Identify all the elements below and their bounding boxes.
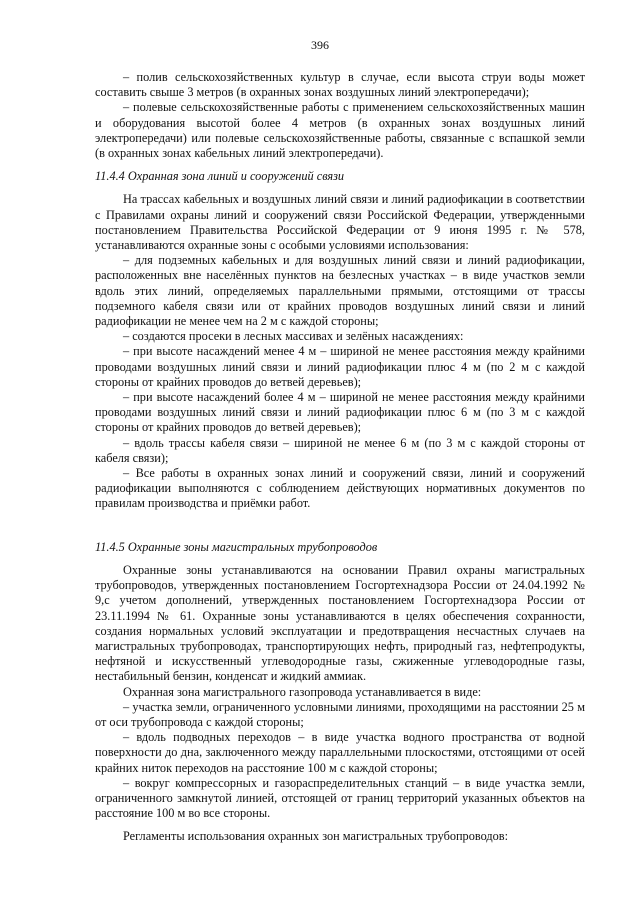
paragraph: Охранные зоны устанавливаются на основании Правил охраны магистральных трубопроводов, утвержденных постановлением Госгортехнадзора России от 24.04.1992 № 9,с учетом дополнений, утвержденных постановлением Госгортехнадзора России от 23.11.1994 № 61. Охранные зоны устанавливаются в целях обеспечения сохранности, создания нормальных условий эксплуатации и предотвращения несчастных случаев на магистральных трубопроводах, транспортирующих нефть, природный газ, нефтепродукты, нефтяной и искусственный углеводородные газы, сжиженные углеводородные газы, нестабильный бензин, конденсат и жидкий аммиак.	[95, 562, 585, 684]
section-heading: 11.4.4 Охранная зона линий и сооружений связи	[95, 169, 345, 184]
paragraph: – полив сельскохозяйственных культур в случае, если высота струи воды может составить свыше 3 метров (в охранных зонах воздушных линий электропередачи);	[95, 70, 585, 100]
paragraph: – вдоль трассы кабеля связи – шириной не менее 6 м (по 3 м с каждой стороны от кабеля связи);	[95, 435, 585, 465]
paragraph: – Все работы в охранных зонах линий и сооружений связи, линий и сооружений радиофикации выполняются с соблюдением действующих нормативных документов по правилам производства и приёмки работ.	[95, 466, 585, 511]
section-heading: 11.4.5 Охранные зоны магистральных трубопроводов	[95, 539, 378, 554]
paragraph: – создаются просеки в лесных массивах и зелёных насаждениях:	[123, 329, 464, 344]
page-number: 396	[311, 38, 329, 52]
paragraph: – вдоль подводных переходов – в виде участка водного пространства от водной поверхности до дна, заключенного между параллельными плоскостями, отстоящими от осей крайних ниток переходов на расстояние 100 м с каждой стороны;	[95, 730, 585, 775]
paragraph: – вокруг компрессорных и газораспределительных станций – в виде участка земли, ограниченного замкнутой линией, отстоящей от границ территорий указанных объектов на расстояние 100 м во все стороны.	[95, 775, 585, 821]
paragraph: – участка земли, ограниченного условными линиями, проходящими на расстоянии 25 м от оси трубопровода с каждой стороны;	[95, 699, 585, 729]
paragraph: – для подземных кабельных и для воздушных линий связи и линий радиофикации, расположенных вне населённых пунктов на безлесных участках – в виде участков земли вдоль этих линий, определяемых параллельными прямыми, отстоящими от трассы подземного кабеля связи или от крайних проводов воздушных линий связи и линий радиофикации не менее чем на 2 м с каждой стороны;	[95, 253, 585, 329]
paragraph: Регламенты использования охранных зон магистральных трубопроводов:	[123, 829, 508, 844]
paragraph: Охранная зона магистрального газопровода устанавливается в виде:	[123, 684, 482, 699]
page-content	[95, 70, 585, 845]
paragraph: На трассах кабельных и воздушных линий связи и линий радиофикации в соответствии с Правилами охраны линий и сооружений связи Российской Федерации, утвержденными постановлением Правительства Российской Федерации от 9 июня 1995 г. № 578, устанавливаются охранные зоны с особыми условиями использования:	[95, 192, 585, 253]
paragraph: – при высоте насаждений более 4 м – шириной не менее расстояния между крайними проводами воздушных линий связи и линий радиофикации плюс 6 м (по 3 м с каждой стороны от крайних проводов до ветвей деревьев);	[95, 390, 585, 435]
paragraph: – при высоте насаждений менее 4 м – шириной не менее расстояния между крайними проводами воздушных линий связи и линий радиофикации плюс 4 м (по 2 м с каждой стороны от крайних проводов до ветвей деревьев);	[95, 344, 585, 389]
paragraph: – полевые сельскохозяйственные работы с применением сельскохозяйственных машин и оборудования высотой более 4 метров (в охранных зонах воздушных линий электропередачи) или полевые сельскохозяйственные работы, связанные с вспашкой земли (в охранных зонах кабельных линий электропередачи).	[95, 100, 585, 161]
